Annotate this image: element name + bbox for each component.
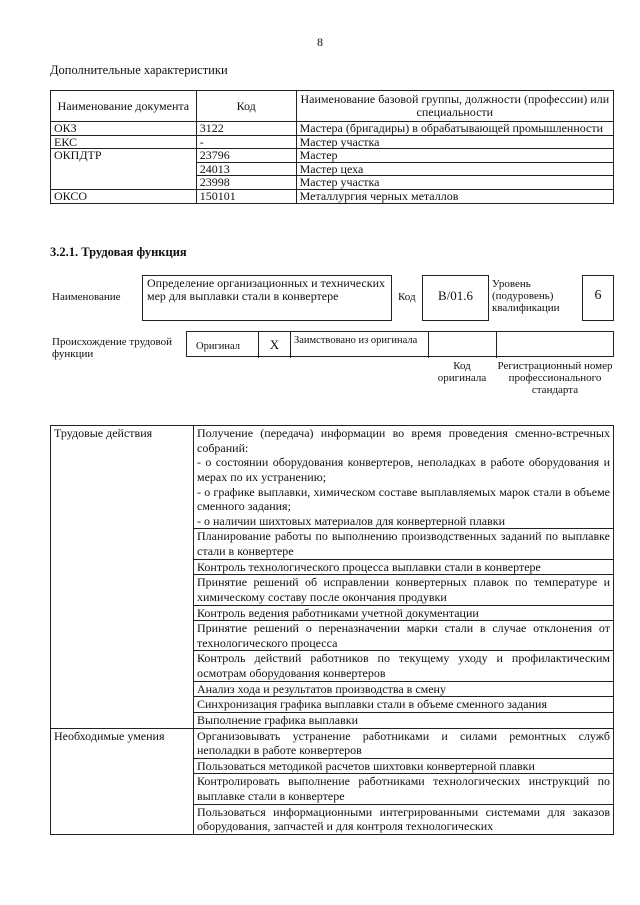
level-label: Уровень (подуровень) квалификации [492, 278, 560, 315]
row-doc: ОКПДТР [51, 149, 197, 190]
row-name: Мастер участка [296, 135, 613, 149]
row-code: 23796 [196, 149, 296, 163]
header-document: Наименование документа [51, 91, 197, 122]
row-name: Мастера (бригадиры) в обрабатывающей промышленности [296, 122, 613, 136]
row-name: Мастер [296, 149, 613, 163]
row-name: Мастер участка [296, 176, 613, 190]
original-code-cell [429, 332, 497, 358]
code-label: Код [398, 291, 416, 303]
row-doc: ОКЗ [51, 122, 197, 136]
skill-item: Пользоваться информационными интегрированными системами для заказов оборудования, запчастей и для контроля технологических [194, 804, 614, 834]
function-title: 3.2.1. Трудовая функция [50, 245, 187, 259]
action-line: - о графике выплавки, химическом составе выплавляемых марок стали в объеме сменного задания; [197, 484, 610, 514]
table-row [51, 728, 614, 758]
row-doc: ОКСО [51, 189, 197, 203]
origin-row [186, 331, 614, 357]
qualification-level: 6 [582, 275, 614, 321]
codes-table [50, 90, 614, 204]
action-item: Контроль технологического процесса выплавки стали в конвертере [194, 559, 614, 575]
action-item: Анализ хода и результатов производства в смену [194, 681, 614, 697]
row-name: Мастер цеха [296, 162, 613, 176]
row-code: 3122 [196, 122, 296, 136]
row-code: 150101 [196, 189, 296, 203]
action-line: - о наличии шихтовых материалов для конвертерной плавки [197, 513, 506, 528]
action-item: Выполнение графика выплавки [194, 712, 614, 728]
table-row [51, 189, 614, 203]
action-item: Контроль действий работников по текущему уходу и профилактическим осмотрам оборудования конвертеров [194, 651, 614, 681]
header-code: Код [196, 91, 296, 122]
skill-item: Организовывать устранение работниками и силами ремонтных служб неполадки в работе конвертеров [194, 728, 614, 758]
action-item: Принятие решений о переназначении марки стали в случае отклонения от технологического процесса [194, 621, 614, 651]
labor-functions-table [50, 425, 614, 835]
page-number: 8 [317, 35, 323, 49]
row-code: - [196, 135, 296, 149]
actions-label: Трудовые действия [51, 426, 194, 729]
name-label: Наименование [52, 291, 121, 303]
skill-item: Контролировать выполнение работниками технологических инструкций по выплавке стали в конвертере [194, 774, 614, 804]
codes-table-header [51, 91, 614, 122]
origin-label: Происхождение трудовой функции [52, 336, 173, 361]
row-code: 24013 [196, 162, 296, 176]
registration-number-cell [497, 332, 615, 358]
action-item: Контроль ведения работниками учетной документации [194, 605, 614, 621]
action-line: - о состоянии оборудования конвертеров, неполадках в работе оборудования и мерах по их устранению; [197, 455, 610, 484]
action-item [194, 426, 614, 529]
row-code: 23998 [196, 176, 296, 190]
action-item: Синхронизация графика выплавки стали в объеме сменного задания [194, 697, 614, 713]
header-name: Наименование базовой группы, должности (профессии) или специальности [296, 91, 613, 122]
table-row [51, 426, 614, 529]
borrowed-label: Заимствовано из оригинала [291, 332, 429, 358]
action-line: Получение (передача) информации во время проведения сменно-встречных собраний: [197, 426, 610, 455]
original-mark: X [259, 332, 291, 358]
skill-item: Пользоваться методикой расчетов шихтовки конвертерной плавки [194, 758, 614, 774]
row-doc: ЕКС [51, 135, 197, 149]
table-row [51, 122, 614, 136]
function-code: B/01.6 [422, 275, 489, 321]
code-original-caption: Код оригинала [437, 360, 487, 385]
action-item: Планирование работы по выполнению производственных заданий по выплавке стали в конвертере [194, 529, 614, 559]
table-row [51, 149, 614, 163]
table-row [51, 135, 614, 149]
skills-label: Необходимые умения [51, 728, 194, 834]
section-heading: Дополнительные характеристики [50, 63, 228, 77]
registration-number-caption: Регистрационный номер профессионального стандарта [497, 360, 613, 397]
action-item: Принятие решений об исправлении конвертерных плавок по температуре и химическому составу после окончания продувки [194, 575, 614, 605]
row-name: Металлургия черных металлов [296, 189, 613, 203]
original-label: Оригинал [187, 332, 259, 358]
function-name: Определение организационных и технических мер для выплавки стали в конвертере [142, 275, 392, 321]
